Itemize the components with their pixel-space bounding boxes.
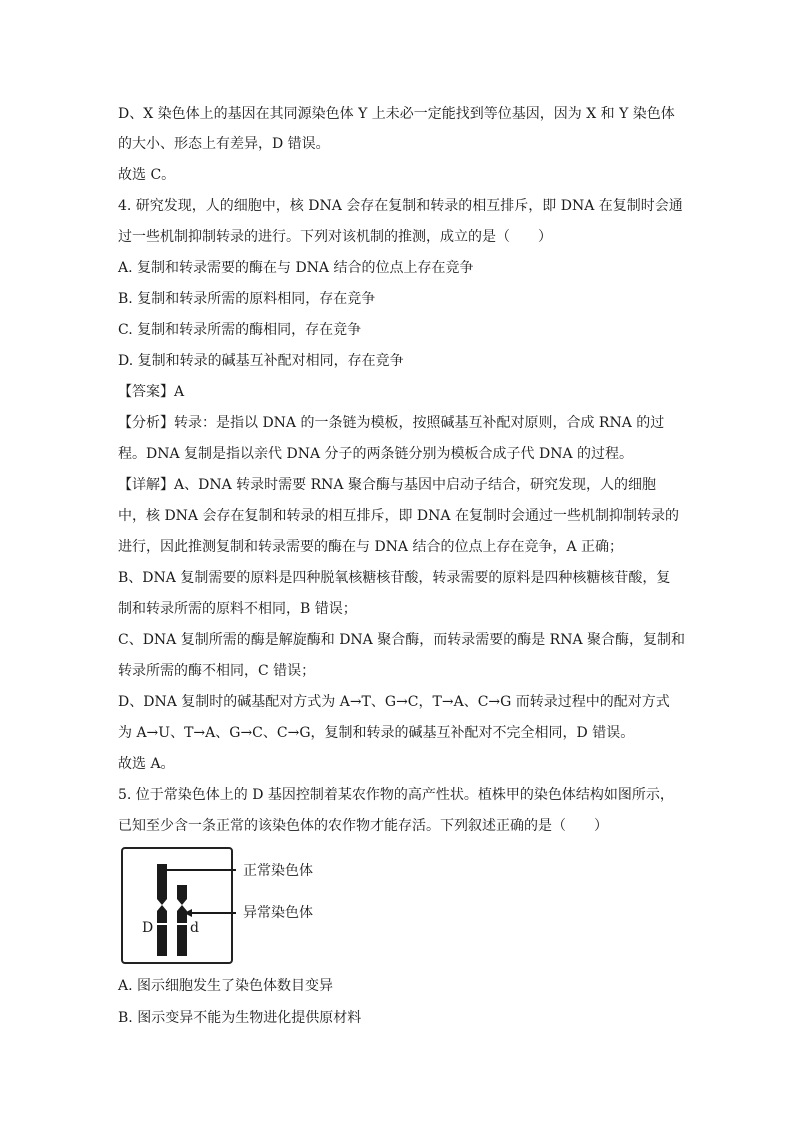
label-abnormal-chromosome: 异常染色体 <box>243 905 313 921</box>
detail-line: C、DNA 复制所需的酶是解旋酶和 DNA 聚合酶，而转录需要的酶是 RNA 聚合酶，复制和 <box>118 632 686 648</box>
detail-line: D、DNA 复制时的碱基配对方式为 A→T、G→C，T→A、C→G 而转录过程中的配对方式 <box>118 694 670 710</box>
text-line: 故选 A。 <box>118 756 175 772</box>
abnormal-pointer-arrowhead <box>184 909 192 917</box>
answer-line: 【答案】A <box>118 384 185 400</box>
detail-line: 转录所需的酶不相同，C 错误； <box>118 663 316 679</box>
detail-line: 进行，因此推测复制和转录需要的酶在与 DNA 结合的位点上存在竞争，A 正确； <box>118 539 624 555</box>
allele-label-D: D <box>142 920 154 936</box>
analysis-line: 【分析】转录：是指以 DNA 的一条链为模板，按照碱基互补配对原则，合成 RNA 的过 <box>118 415 665 431</box>
option-a: A. 复制和转录需要的酶在与 DNA 结合的位点上存在竞争 <box>118 260 474 276</box>
option-d: D. 复制和转录的碱基互补配对相同，存在竞争 <box>118 353 404 369</box>
analysis-line: 程。DNA 复制是指以亲代 DNA 分子的两条链分别为模板合成子代 DNA 的过程。 <box>118 446 634 462</box>
detail-line: 【详解】A、DNA 转录时需要 RNA 聚合酶与基因中启动子结合，研究发现，人的细胞 <box>118 477 656 493</box>
option-b: B. 图示变异不能为生物进化提供原材料 <box>118 1010 362 1026</box>
option-c: C. 复制和转录所需的酶相同，存在竞争 <box>118 322 362 338</box>
question-4-stem: 过一些机制抑制转录的进行。下列对该机制的推测，成立的是（ ） <box>118 229 552 245</box>
text-line: 的大小、形态上有差异，D 错误。 <box>118 136 330 152</box>
option-b: B. 复制和转录所需的原料相同，存在竞争 <box>118 291 376 307</box>
detail-line: 制和转录所需的原料不相同，B 错误； <box>118 601 357 617</box>
detail-line: 中，核 DNA 会存在复制和转录的相互排斥，即 DNA 在复制时会通过一些机制抑制转录的 <box>118 508 679 524</box>
text-line: 故选 C。 <box>118 167 176 183</box>
label-normal-chromosome: 正常染色体 <box>243 863 313 879</box>
detail-line: 为 A→U、T→A、G→C、C→G，复制和转录的碱基互补配对不完全相同，D 错误。 <box>118 725 635 741</box>
text-line: D、X 染色体上的基因在其同源染色体 Y 上未必一定能找到等位基因，因为 X 和 Y 染色体 <box>118 106 675 122</box>
question-5-stem: 5. 位于常染色体上的 D 基因控制着某农作物的高产性状。植株甲的染色体结构如图所示， <box>118 787 674 803</box>
allele-label-d: d <box>190 920 199 936</box>
option-a: A. 图示细胞发生了染色体数目变异 <box>118 978 334 994</box>
question-5-stem: 已知至少含一条正常的该染色体的农作物才能存活。下列叙述正确的是（ ） <box>118 818 608 834</box>
detail-line: B、DNA 复制需要的原料是四种脱氧核糖核苷酸，转录需要的原料是四种核糖核苷酸，复 <box>118 570 671 586</box>
question-4-stem: 4. 研究发现，人的细胞中，核 DNA 会存在复制和转录的相互排斥，即 DNA 在复制时会通 <box>118 198 683 214</box>
